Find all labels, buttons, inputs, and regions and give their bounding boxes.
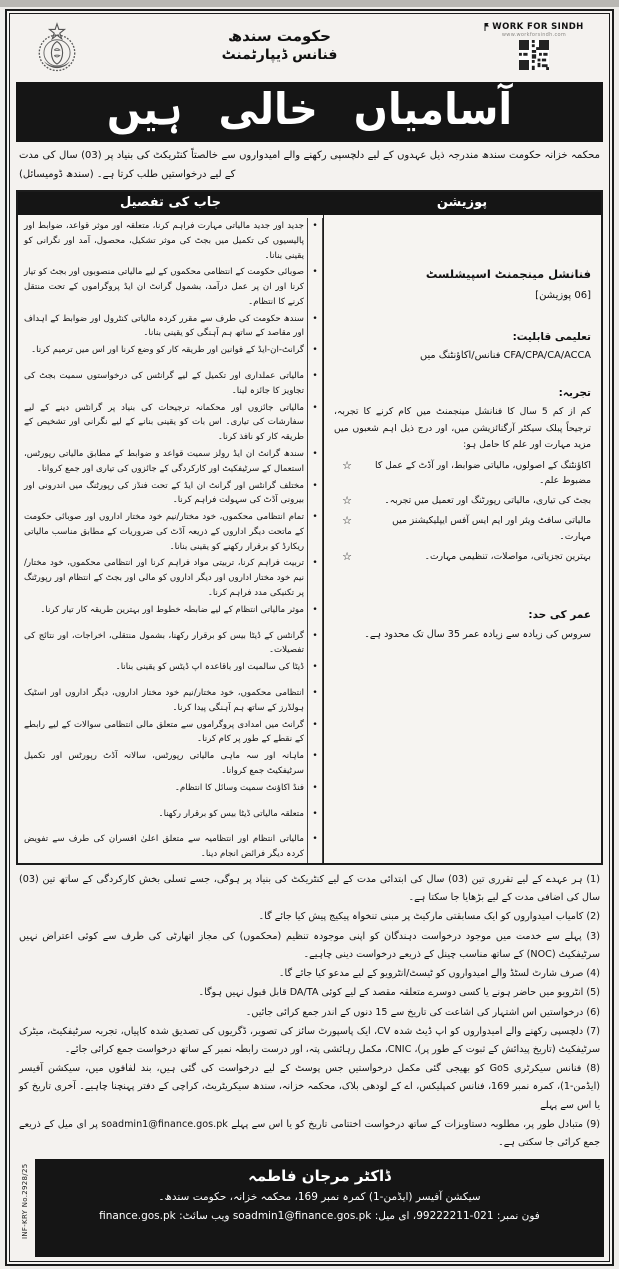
job-detail-text: تربیت فراہم کرنا، تربیتی مواد فراہم کرنا اور انتظامی محکموں، خود مختار/نیم خود مختار اداروں اور دیگر اداروں کو مالی اور بجٹ کے انتظام اور رپورٹنگ پر تکنیکی مدد فراہم کرنا۔ bbox=[24, 558, 304, 599]
vacancy-title-banner bbox=[16, 82, 603, 142]
age-limit-text: سروس کی زیادہ سے زیادہ عمر 35 سال تک محدود ہے۔ bbox=[364, 629, 591, 641]
bullet-icon: • bbox=[307, 342, 323, 368]
job-detail-text: گرانٹ میں امدادی پروگراموں سے متعلق مالی انتظامی سوالات کے لیے رابطے کے نقطے کے طور پر کام کرنا۔ bbox=[24, 719, 304, 745]
job-detail-item bbox=[18, 368, 323, 400]
job-detail-text: ماہانہ اور سہ ماہی مالیاتی رپورٹس، سالانہ آڈٹ رپورٹس اور تکمیل سرٹیفکیٹ جمع کروانا۔ bbox=[24, 751, 304, 776]
sindh-govt-crest-icon bbox=[29, 22, 85, 78]
page-top-strip bbox=[0, 0, 619, 7]
skill-item bbox=[334, 513, 591, 544]
table-header-row bbox=[18, 192, 601, 215]
job-detail-text: انتظامی محکموں، خود مختار/نیم خود مختار اداروں، دیگر اداروں اور اسٹیک ہولڈرز کے ساتھ ہم آہنگی پیدا کرنا۔ bbox=[24, 688, 304, 713]
job-detail-item bbox=[18, 478, 323, 510]
job-detail-text: مختلف گرانٹس اور گرانٹ ان ایڈ کے تحت فنڈز کی رپورٹنگ میں اندرونی اور بیرونی آڈٹ کی سہولت فراہم کرنا۔ bbox=[24, 480, 304, 506]
skill-item bbox=[334, 493, 591, 510]
note-item: (5) انٹرویو میں حاضر ہونے یا کسی دوسرے متعلقہ مقصد کے لیے کوئی DA/TA قابل قبول نہیں ہوگا۔ bbox=[198, 987, 600, 999]
job-detail-text: ڈیٹا کی سالمیت اور باقاعدہ اپ ڈیٹس کو یقینی بنانا۔ bbox=[115, 662, 304, 673]
job-detail-item bbox=[18, 555, 323, 601]
position-title: فنانشل مینجمنٹ اسپیشلسٹ bbox=[425, 267, 591, 281]
job-detail-item bbox=[18, 806, 323, 832]
job-detail-item bbox=[18, 509, 323, 555]
job-detail-item bbox=[18, 831, 323, 863]
note-item: (4) صرف شارٹ لسٹڈ والے امیدواروں کو ٹیسٹ/انٹرویو کے لیے مدعو کیا جائے گا۔ bbox=[278, 968, 600, 980]
bullet-icon: • bbox=[307, 555, 323, 601]
job-detail-item bbox=[18, 342, 323, 368]
job-details-cell bbox=[18, 215, 323, 863]
intro-paragraph: محکمہ خزانہ حکومت سندھ مندرجہ ذیل عہدوں کے لیے دلچسپی رکھنے والے امیدواروں سے خالصتاً کنٹریکٹ کی بنیاد پر (03) سال کی مدت کے لیے درخواستیں طلب کرتا ہے۔ (سندھ ڈومیسائل) bbox=[19, 150, 600, 180]
notes-section bbox=[15, 865, 604, 1155]
work-for-sindh-label: WORK FOR SINDH bbox=[492, 22, 584, 32]
job-detail-text: صوبائی حکومت کے انتظامی محکموں کے لیے مالیاتی منصوبوں اور بجٹ کو تیار کرنا اور ان پر عمل درآمد، بشمول گرانٹ ان ایڈ پروگراموں کے تحت منتقل کرنے کا انتظام۔ bbox=[24, 267, 304, 307]
bullet-icon: • bbox=[307, 264, 323, 310]
job-detail-text: جدید اور جدید مالیاتی مہارت فراہم کرنا، متعلقہ اور موثر قواعد، ضوابط اور پالیسیوں کی تکمیل میں بجٹ کی موثر تشکیل، محصول، آمد اور نگرانی کو یقینی بنانا۔ bbox=[24, 221, 304, 261]
skill-text: بجٹ کی تیاری، مالیاتی رپورٹنگ اور تعمیل میں تجربہ۔ bbox=[384, 494, 591, 506]
job-detail-text: متعلقہ مالیاتی ڈیٹا بیس کو برقرار رکھنا۔ bbox=[158, 808, 304, 819]
note-item: (7) دلچسپی رکھنے والے امیدواروں کو اپ ڈیٹ شدہ CV، ایک پاسپورٹ سائز کی تصویر، ڈگریوں کی تصدیق شدہ کاپیاں، تجربہ سرٹیفکیٹ، میٹرک سرٹیفکیٹ (تاریخ پیدائش کے ثبوت کے طور پر)، CNIC، مکمل رہائشی پتہ، اور درست رابطہ نمبر کے ساتھ درخواست جمع کرائی جائے۔ bbox=[19, 1025, 600, 1055]
government-name: حکومت سندھ bbox=[228, 27, 331, 45]
job-detail-item bbox=[18, 717, 323, 749]
note-item: (3) پہلے سے خدمت میں موجود درخواست دہندگان کو اپنی موجودہ تنظیم (محکموں) کی مجاز اتھارٹی کی طرف سے کوئی اعتراض نہیں سرٹیفکیٹ (NOC) کے ساتھ مناسب چینل کے ذریعے درخواست دینی چاہیے۔ bbox=[19, 930, 600, 960]
contact-box bbox=[35, 1159, 604, 1257]
note-item: (9) متبادل طور پر، مطلوبہ دستاویزات کے ساتھ درخواست اختتامی تاریخ کو یا اس سے پہلے soadmin1@finance.gos.pk پر ای میل کے ذریعے جمع کرائی جا سکتی ہے۔ bbox=[19, 1118, 600, 1149]
education-heading: تعلیمی قابلیت: bbox=[512, 331, 591, 343]
job-detail-item bbox=[18, 628, 323, 660]
vacancy-title: آسامیاں خالی ہیں bbox=[106, 85, 513, 135]
bullet-icon: • bbox=[307, 218, 323, 264]
work-for-sindh-block bbox=[474, 22, 594, 74]
job-detail-item bbox=[18, 659, 323, 685]
ad-header bbox=[15, 18, 604, 80]
bullet-icon: • bbox=[307, 831, 323, 863]
skill-item bbox=[334, 458, 591, 489]
bullet-icon: • bbox=[307, 311, 323, 343]
bullet-icon: • bbox=[307, 780, 323, 806]
contact-details: فون نمبر: 021-99222211، ای میل: soadmin1@finance.gos.pk ویب سائٹ: finance.gos.pk bbox=[99, 1209, 540, 1222]
job-detail-text: فنڈ اکاؤنٹ سمیت وسائل کا انتظام۔ bbox=[174, 782, 304, 793]
job-detail-item bbox=[18, 780, 323, 806]
work-for-sindh-logo bbox=[474, 22, 594, 32]
education-requirement: CFA/CPA/CA/ACCA فنانس/اکاؤنٹنگ میں bbox=[419, 350, 591, 361]
bullet-icon: • bbox=[307, 368, 323, 400]
job-detail-item bbox=[18, 264, 323, 310]
position-cell bbox=[323, 215, 601, 863]
note-item: (1) ہر عہدے کے لیے تقرری تین (03) سال کی ابتدائی مدت کے لیے کنٹریکٹ کی بنیاد پر ہوگی، جسے تسلی بخش کارکردگی کے ساتھ تین (03) سال کی اضافی مدت کے لیے بڑھایا جا سکتا ہے۔ bbox=[19, 874, 600, 904]
job-detail-text: گرانٹ-ان-ایڈ کے قوانین اور طریقہ کار کو وضع کرنا اور اس میں ترمیم کرنا۔ bbox=[31, 345, 304, 356]
job-detail-item bbox=[18, 602, 323, 628]
job-detail-text: سندھ گرانٹ ان ایڈ رولز سمیت قواعد و ضوابط کے مطابق مالیاتی رپورٹس، استعمال کے سرٹیفکیٹ اور کارکردگی کے جائزوں کی تیاری اور جمع کروانا۔ bbox=[24, 449, 304, 474]
work-for-sindh-url: www.workforsindh.com bbox=[501, 32, 567, 38]
advert-ref-strip bbox=[15, 1159, 31, 1257]
bullet-icon: • bbox=[307, 628, 323, 660]
skills-list bbox=[334, 458, 591, 566]
job-detail-item bbox=[18, 446, 323, 478]
job-detail-text: مالیاتی جائزوں اور محکمانہ ترجیحات کی بنیاد پر گرانٹس دینے کے لیے سفارشات کی تیاری۔ اس بات کو یقینی بنانے کے لیے نگرانی اور تشخیص کے طریقہ کار کو نافذ کرنا۔ bbox=[24, 402, 304, 443]
department-name: فنانس ڈیپارٹمنٹ bbox=[221, 47, 338, 64]
skill-text: بہترین تجزیاتی، مواصلات، تنظیمی مہارت۔ bbox=[424, 550, 591, 562]
skill-text: اکاؤنٹنگ کے اصولوں، مالیاتی ضوابط، اور آڈٹ کے عمل کا مضبوط علم۔ bbox=[375, 459, 591, 487]
job-detail-item bbox=[18, 311, 323, 343]
bullet-icon: • bbox=[307, 478, 323, 510]
job-detail-item bbox=[18, 748, 323, 780]
bullet-icon: • bbox=[307, 509, 323, 555]
bullet-icon: • bbox=[307, 602, 323, 628]
contact-designation: سیکشن آفیسر (ایڈمن-1) کمرہ نمبر 169، محکمہ خزانہ، حکومت سندھ۔ bbox=[158, 1190, 481, 1203]
bullet-icon: • bbox=[307, 748, 323, 780]
ad-inner-frame bbox=[9, 13, 610, 1262]
job-detail-item bbox=[18, 400, 323, 446]
job-detail-text: سندھ حکومت کی طرف سے مقرر کردہ مالیاتی کنٹرول اور ضوابط کے اہداف اور مقاصد کے ساتھ ہم آہنگی کو یقینی بنانا۔ bbox=[24, 313, 304, 339]
note-item: (8) فنانس سیکرٹری GoS کو بھیجی گئی مکمل درخواستیں جس پوسٹ کے لیے درخواست کی گئی ہیں، بند لفافوں میں، سیکشن آفیسر (ایڈمن-1)، کمرہ نمبر 169، فنانس کمپلیکس، اے کے لودھی بلاک، محکمہ خزانہ، سندھ سیکریٹریٹ، کراچی کے دفتر پہنچنا چاہیے۔ آخری تاریخ کو یا اس سے پہلے bbox=[19, 1063, 600, 1111]
age-limit-heading: عمر کی حد: bbox=[528, 609, 591, 622]
column-header-position: پوزیشن bbox=[436, 195, 488, 210]
bullet-icon: • bbox=[307, 806, 323, 832]
star-icon: ☆ bbox=[342, 458, 352, 472]
bullet-icon: • bbox=[307, 659, 323, 685]
flag-icon bbox=[484, 23, 489, 31]
job-detail-text: گرانٹس کے ڈیٹا بیس کو برقرار رکھنا، بشمول منتقلی، اخراجات، اور نتائج کی تفصیلات۔ bbox=[24, 630, 304, 656]
job-detail-text: مالیاتی عملداری اور تکمیل کے لیے گرانٹس کی درخواستوں سمیت بجٹ کی تجاویز کا جائزہ لینا۔ bbox=[24, 371, 304, 396]
position-count: [06 پوزیشن] bbox=[535, 290, 591, 301]
bullet-icon: • bbox=[307, 685, 323, 717]
contact-person-name: ڈاکٹر مرجان فاطمہ bbox=[248, 1167, 391, 1186]
skill-text: مالیاتی سافٹ ویئر اور ایم ایس آفس ایپلیکیشنز میں مہارت۔ bbox=[392, 515, 591, 543]
note-item: (2) کامیاب امیدواروں کو ایک مسابقتی مارکیٹ پر مبنی تنخواہ پیکیج پیش کیا جائے گا۔ bbox=[258, 911, 600, 923]
qr-code-icon bbox=[519, 40, 549, 70]
star-icon: ☆ bbox=[342, 514, 352, 528]
job-detail-item bbox=[18, 218, 323, 264]
experience-intro: کم از کم 5 سال کا فنانشل مینجمنٹ میں کام کرنے کا تجربہ، ترجیحاً پبلک سیکٹر آرگنائزیشن میں، اور درج ذیل اہم شعبوں میں مزید مہارت اور علم کا حامل ہو: bbox=[334, 406, 591, 451]
advert-ref-number: INF-KRY No.2928/25 bbox=[21, 1163, 29, 1240]
job-detail-text: موثر مالیاتی انتظام کے لیے ضابطہ خطوط اور بہترین طریقہ کار تیار کرنا۔ bbox=[40, 604, 304, 615]
footer-section bbox=[15, 1159, 604, 1257]
star-icon: ☆ bbox=[342, 493, 352, 507]
column-header-job-details: جاب کی تفصیل bbox=[119, 195, 222, 210]
ad-outer-frame bbox=[5, 9, 614, 1266]
table-body-row bbox=[18, 215, 601, 863]
note-item: (6) درخواستیں اس اشتہار کی اشاعت کی تاریخ سے 15 دنوں کے اندر جمع کرائی جائیں۔ bbox=[245, 1006, 600, 1018]
experience-heading: تجربہ: bbox=[558, 387, 591, 399]
job-detail-text: تمام انتظامی محکموں، خود مختار/نیم خود مختار اداروں اور صوبائی حکومت کے ماتحت دیگر اداروں کے ذریعہ آڈٹ کی ضروریات کے مطابق مناسب مالیاتی ریکارڈ کو برقرار رکھنے کو یقینی بنانا۔ bbox=[24, 512, 304, 552]
job-detail-text: مالیاتی انتظام اور انتظامیہ سے متعلق اعلیٰ افسران کی طرف سے تفویض کردہ دیگر فرائض انجام دینا۔ bbox=[24, 834, 304, 860]
bullet-icon: • bbox=[307, 717, 323, 749]
vacancy-table bbox=[16, 190, 603, 865]
bullet-icon: • bbox=[307, 400, 323, 446]
header-titles bbox=[85, 22, 474, 65]
job-detail-item bbox=[18, 685, 323, 717]
star-icon: ☆ bbox=[342, 549, 352, 563]
skill-item bbox=[334, 549, 591, 566]
bullet-icon: • bbox=[307, 446, 323, 478]
